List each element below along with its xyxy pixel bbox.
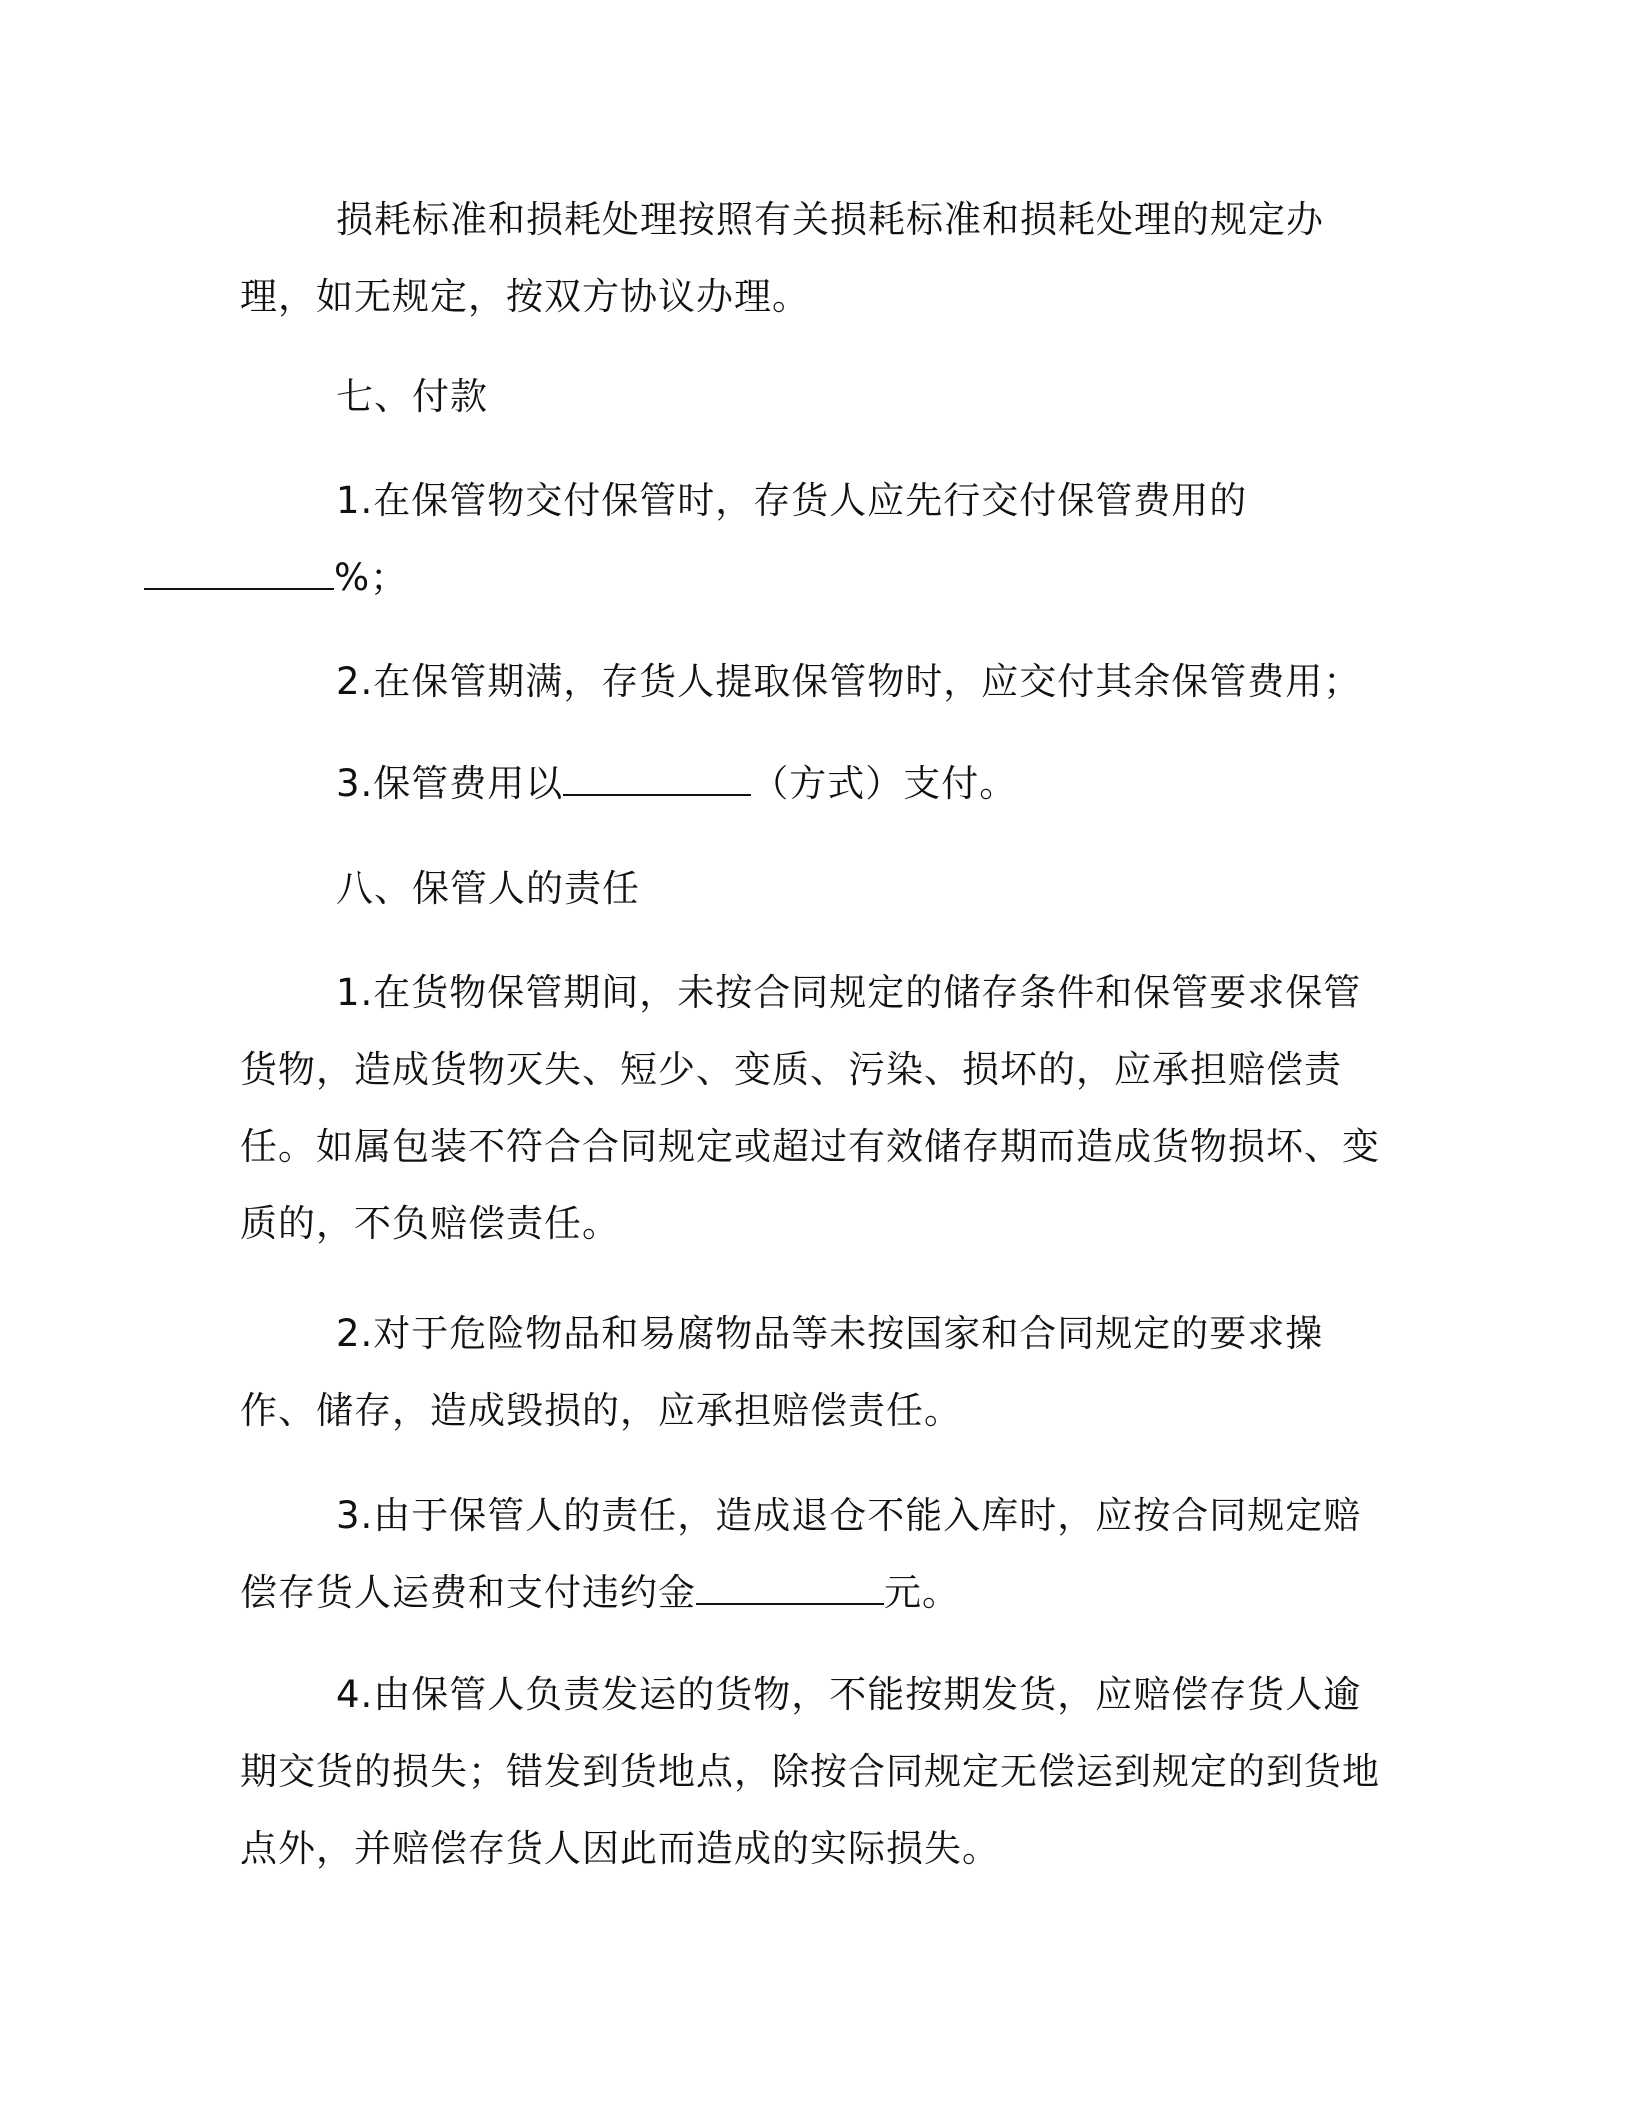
paragraph-text-suffix: %； — [334, 556, 409, 599]
percentage-blank — [144, 558, 334, 590]
paragraph-liability-4 — [240, 1656, 1392, 1887]
paragraph-text-suffix: （方式）支付。 — [751, 762, 1018, 805]
paragraph-text: 1.在货物保管期间，未按合同规定的储存条件和保管要求保管货物，造成货物灭失、短少、变质、污染、损坏的，应承担赔偿责任。如属包装不符合合同规定或超过有效储存期而造成货物损坏、变质的，不负赔偿责任。 — [240, 971, 1380, 1245]
heading-text: 七、付款 — [336, 375, 488, 418]
section-heading-payment — [240, 358, 1392, 435]
paragraph-text-suffix: 元。 — [884, 1571, 960, 1614]
paragraph-payment-2 — [240, 643, 1392, 720]
paragraph-liability-3 — [240, 1477, 1392, 1631]
paragraph-text: 3.由于保管人的责任，造成退仓不能入库时，应按合同规定赔偿存货人运费和支付违约金 — [240, 1494, 1362, 1614]
paragraph-liability-1 — [240, 954, 1392, 1262]
paragraph-text: 2.在保管期满，存货人提取保管物时，应交付其余保管费用； — [336, 660, 1362, 703]
paragraph-liability-2 — [240, 1295, 1392, 1449]
paragraph-text: 2.对于危险物品和易腐物品等未按国家和合同规定的要求操作、储存，造成毁损的，应承担赔偿责任。 — [240, 1312, 1324, 1432]
paragraph-payment-1 — [240, 462, 1392, 616]
paragraph-text: 1.在保管物交付保管时，存货人应先行交付保管费用的 — [336, 479, 1248, 522]
penalty-amount-blank — [696, 1573, 884, 1605]
section-heading-custodian-liability — [240, 850, 1392, 927]
paragraph-text: 3.保管费用以 — [336, 762, 564, 805]
paragraph-loss-standard — [240, 181, 1392, 335]
paragraph-text: 损耗标准和损耗处理按照有关损耗标准和损耗处理的规定办理，如无规定，按双方协议办理。 — [240, 198, 1324, 318]
heading-text: 八、保管人的责任 — [336, 867, 640, 910]
paragraph-text: 4.由保管人负责发运的货物，不能按期发货，应赔偿存货人逾期交货的损失；错发到货地点，除按合同规定无偿运到规定的到货地点外，并赔偿存货人因此而造成的实际损失。 — [240, 1673, 1380, 1870]
payment-method-blank — [563, 764, 751, 796]
paragraph-payment-3 — [240, 745, 1392, 822]
